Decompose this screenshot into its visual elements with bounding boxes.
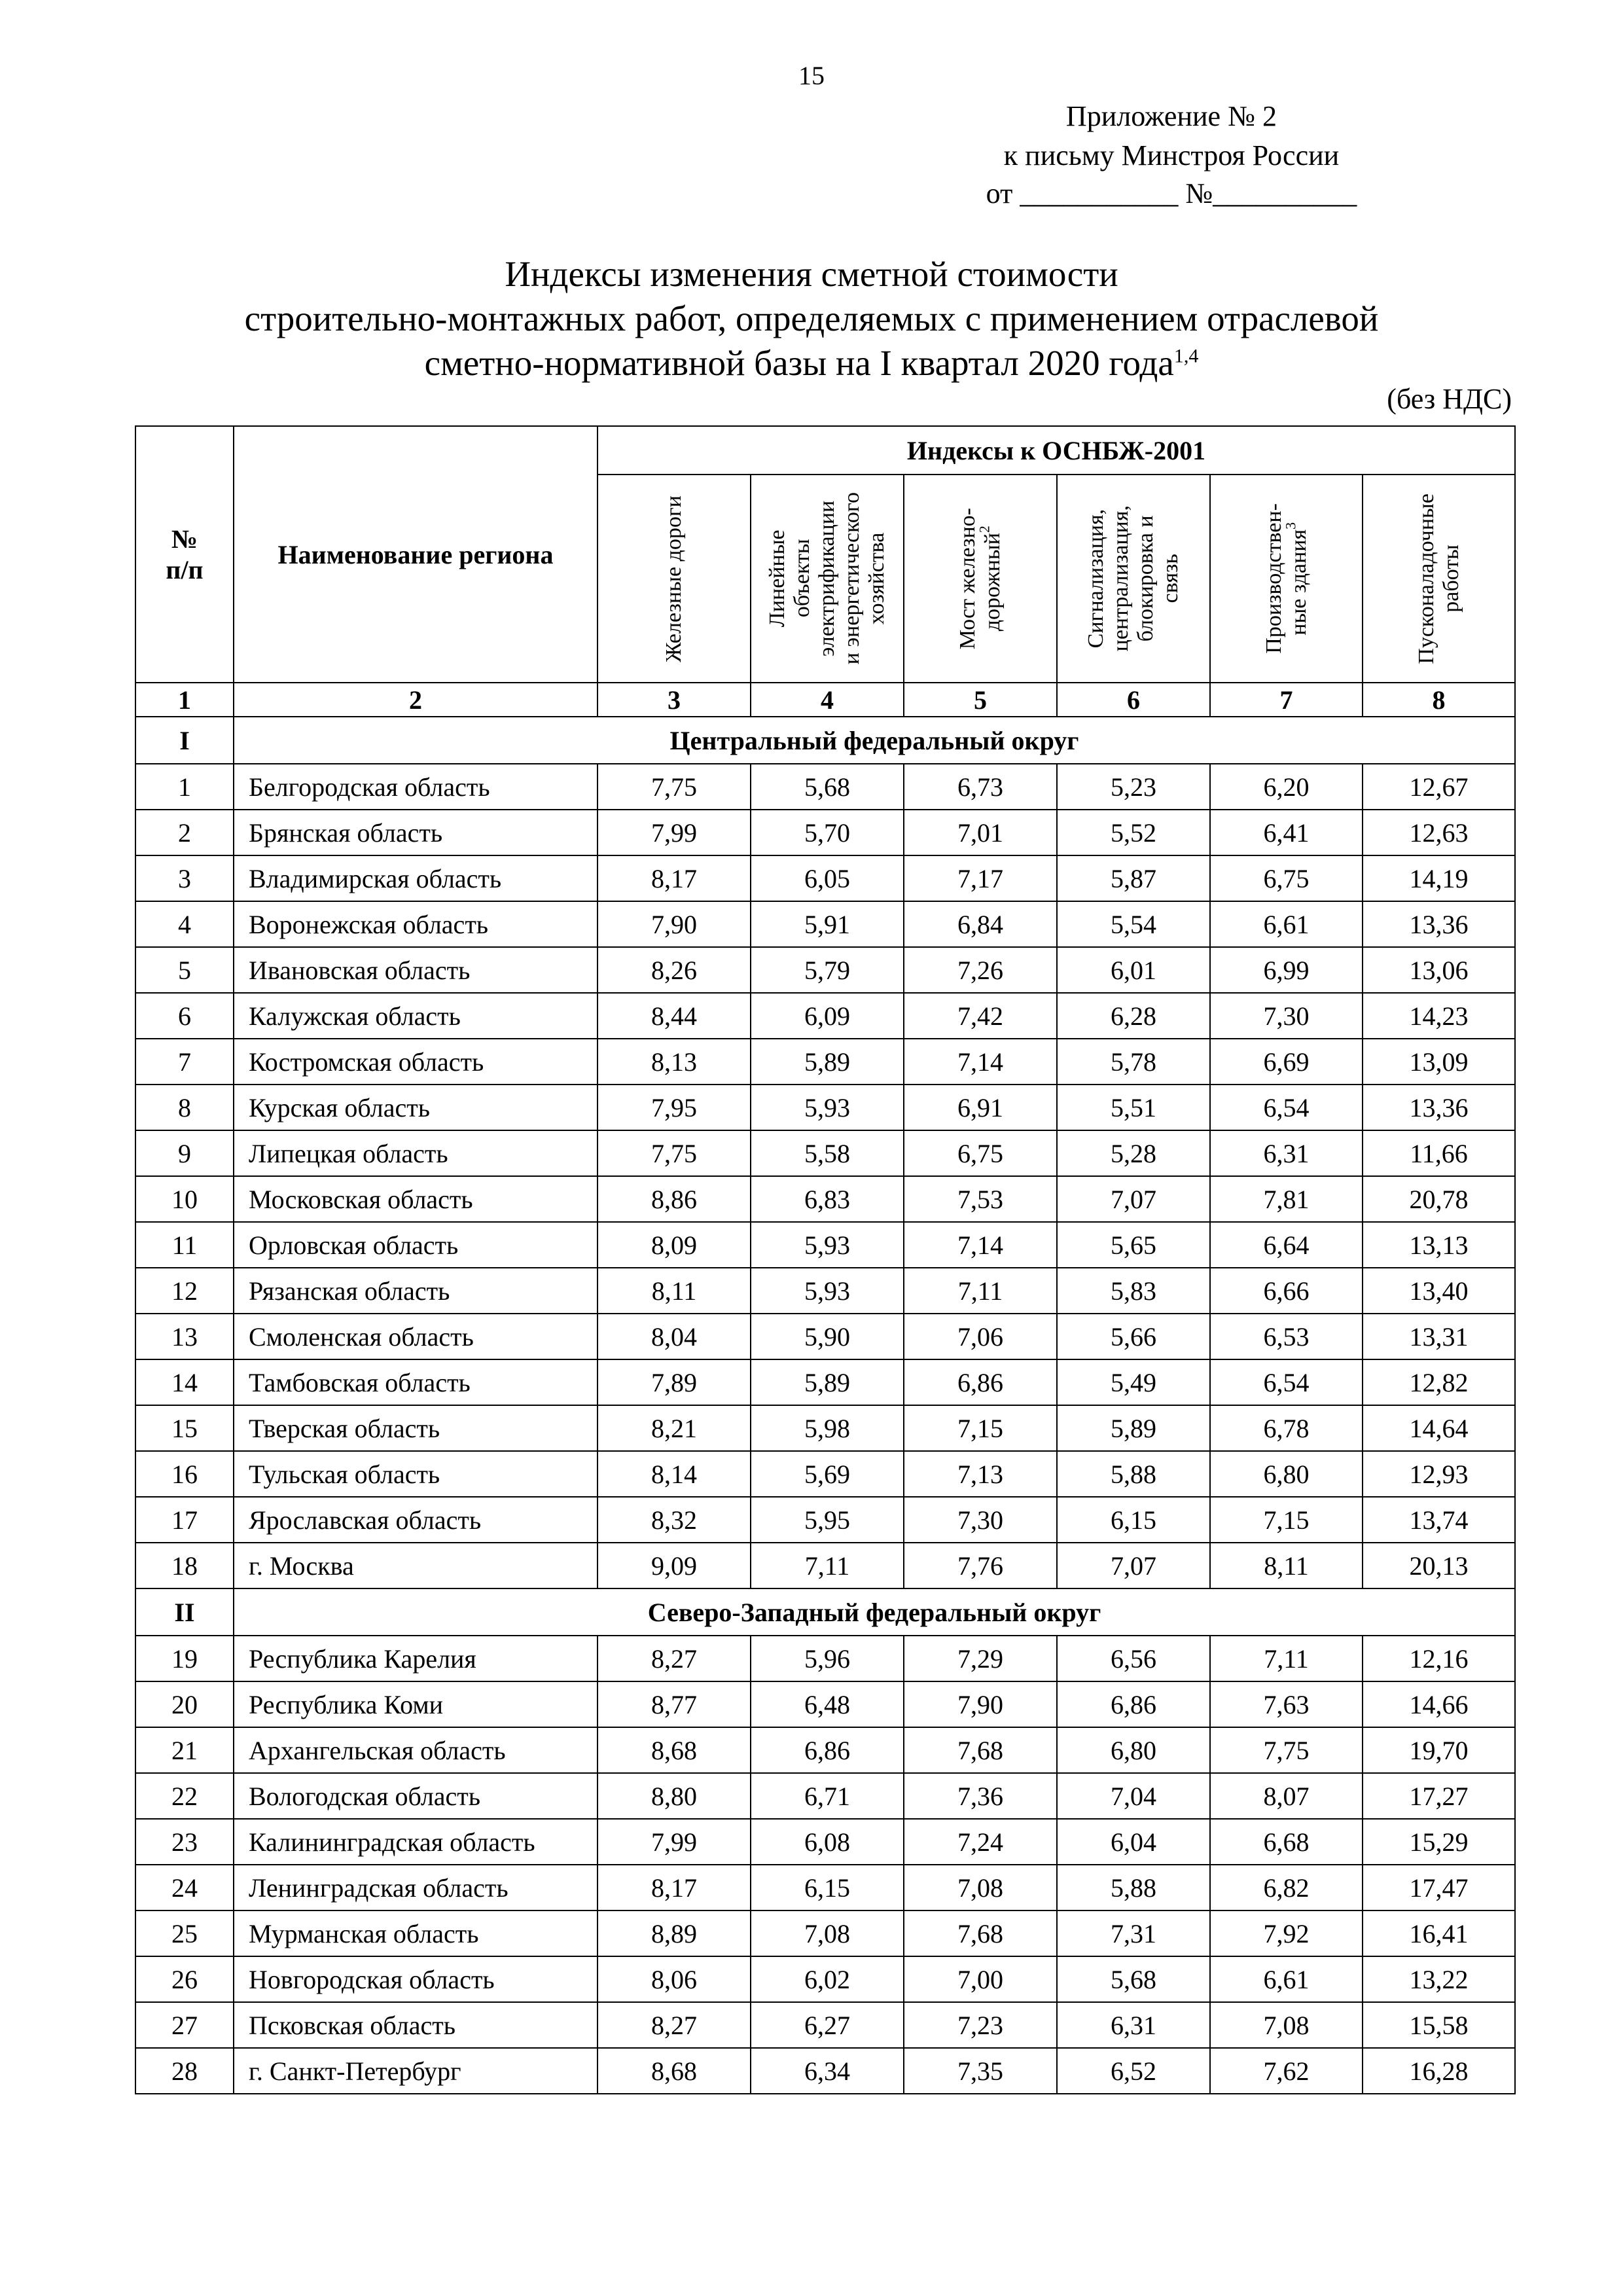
row-number: 4 bbox=[135, 901, 234, 947]
column-header-label: Сигнализация, централизация, блокировка и связь bbox=[1084, 505, 1183, 652]
index-value: 8,26 bbox=[597, 947, 751, 993]
index-value: 7,63 bbox=[1210, 1681, 1363, 1727]
index-value: 5,68 bbox=[751, 764, 904, 810]
index-value: 7,68 bbox=[904, 1910, 1057, 1956]
table-row bbox=[135, 1865, 1515, 1910]
row-number: 19 bbox=[135, 1636, 234, 1681]
index-value: 6,31 bbox=[1210, 1130, 1363, 1176]
index-value: 7,06 bbox=[904, 1314, 1057, 1359]
region-name: Псковская область bbox=[234, 2002, 597, 2048]
index-value: 13,31 bbox=[1363, 1314, 1515, 1359]
row-number: 7 bbox=[135, 1039, 234, 1085]
index-value: 6,73 bbox=[904, 764, 1057, 810]
district-name: Северо-Западный федеральный округ bbox=[234, 1588, 1515, 1636]
row-number: 23 bbox=[135, 1819, 234, 1865]
index-value: 6,31 bbox=[1057, 2002, 1210, 2048]
column-number: 4 bbox=[751, 683, 904, 717]
region-name: Калининградская область bbox=[234, 1819, 597, 1865]
column-header bbox=[904, 475, 1057, 683]
index-value: 7,75 bbox=[597, 1130, 751, 1176]
index-value: 8,17 bbox=[597, 855, 751, 901]
row-number: 9 bbox=[135, 1130, 234, 1176]
row-number: 21 bbox=[135, 1727, 234, 1773]
index-value: 5,91 bbox=[751, 901, 904, 947]
document-title-line-2: строительно-монтажных работ, определяемых с применением отраслевой bbox=[244, 298, 1379, 338]
region-name: Тульская область bbox=[234, 1451, 597, 1497]
index-value: 14,19 bbox=[1363, 855, 1515, 901]
index-value: 8,68 bbox=[597, 2048, 751, 2094]
index-value: 17,47 bbox=[1363, 1865, 1515, 1910]
index-value: 6,84 bbox=[904, 901, 1057, 947]
table-row bbox=[135, 1359, 1515, 1405]
row-number: 16 bbox=[135, 1451, 234, 1497]
index-value: 7,07 bbox=[1057, 1176, 1210, 1222]
index-value: 12,16 bbox=[1363, 1636, 1515, 1681]
index-value: 6,56 bbox=[1057, 1636, 1210, 1681]
index-value: 8,14 bbox=[597, 1451, 751, 1497]
vat-note: (без НДС) bbox=[1387, 383, 1512, 415]
indices-table bbox=[135, 425, 1516, 2094]
region-name: Липецкая область bbox=[234, 1130, 597, 1176]
row-number: 12 bbox=[135, 1268, 234, 1314]
header-no: № п/п bbox=[135, 426, 234, 683]
index-value: 5,23 bbox=[1057, 764, 1210, 810]
header-indices: Индексы к ОСНБЖ-2001 bbox=[597, 426, 1515, 475]
region-name: Ивановская область bbox=[234, 947, 597, 993]
table-row bbox=[135, 1130, 1515, 1176]
region-name: Орловская область bbox=[234, 1222, 597, 1268]
row-number: 26 bbox=[135, 1956, 234, 2002]
index-value: 7,29 bbox=[904, 1636, 1057, 1681]
row-number: 18 bbox=[135, 1543, 234, 1588]
row-number: 3 bbox=[135, 855, 234, 901]
index-value: 7,90 bbox=[597, 901, 751, 947]
table-row bbox=[135, 810, 1515, 855]
index-value: 5,28 bbox=[1057, 1130, 1210, 1176]
index-value: 16,28 bbox=[1363, 2048, 1515, 2094]
index-value: 7,14 bbox=[904, 1222, 1057, 1268]
index-value: 6,54 bbox=[1210, 1085, 1363, 1130]
index-value: 6,02 bbox=[751, 1956, 904, 2002]
index-value: 5,79 bbox=[751, 947, 904, 993]
column-number: 6 bbox=[1057, 683, 1210, 717]
index-value: 6,15 bbox=[751, 1865, 904, 1910]
table-row bbox=[135, 1314, 1515, 1359]
appendix-reference: от ___________ №__________ bbox=[986, 177, 1357, 209]
index-value: 6,86 bbox=[1057, 1681, 1210, 1727]
index-value: 8,89 bbox=[597, 1910, 751, 1956]
index-value: 5,95 bbox=[751, 1497, 904, 1543]
table-row bbox=[135, 1636, 1515, 1681]
document-title-line-1: Индексы изменения сметной стоимости bbox=[505, 254, 1118, 294]
index-value: 7,24 bbox=[904, 1819, 1057, 1865]
appendix-title: Приложение № 2 bbox=[1065, 100, 1277, 132]
index-value: 6,48 bbox=[751, 1681, 904, 1727]
index-value: 6,53 bbox=[1210, 1314, 1363, 1359]
index-value: 8,77 bbox=[597, 1681, 751, 1727]
table-row bbox=[135, 1910, 1515, 1956]
table-row bbox=[135, 1681, 1515, 1727]
table-row bbox=[135, 993, 1515, 1039]
column-header-label: Линейные объекты электрификации и энергетического хозяйства bbox=[765, 492, 889, 665]
index-value: 5,93 bbox=[751, 1268, 904, 1314]
row-number: 25 bbox=[135, 1910, 234, 1956]
index-value: 6,52 bbox=[1057, 2048, 1210, 2094]
region-name: Владимирская область bbox=[234, 855, 597, 901]
row-number: 10 bbox=[135, 1176, 234, 1222]
table-row bbox=[135, 1727, 1515, 1773]
index-value: 7,75 bbox=[597, 764, 751, 810]
index-value: 6,71 bbox=[751, 1773, 904, 1819]
index-value: 14,23 bbox=[1363, 993, 1515, 1039]
index-value: 8,44 bbox=[597, 993, 751, 1039]
column-number: 7 bbox=[1210, 683, 1363, 717]
index-value: 7,99 bbox=[597, 1819, 751, 1865]
table-body bbox=[135, 717, 1515, 2094]
index-value: 7,42 bbox=[904, 993, 1057, 1039]
index-value: 8,80 bbox=[597, 1773, 751, 1819]
index-value: 12,63 bbox=[1363, 810, 1515, 855]
region-name: Рязанская область bbox=[234, 1268, 597, 1314]
index-value: 11,66 bbox=[1363, 1130, 1515, 1176]
index-value: 6,61 bbox=[1210, 1956, 1363, 2002]
region-name: Архангельская область bbox=[234, 1727, 597, 1773]
column-header bbox=[597, 475, 751, 683]
column-number: 8 bbox=[1363, 683, 1515, 717]
index-value: 6,61 bbox=[1210, 901, 1363, 947]
index-value: 7,68 bbox=[904, 1727, 1057, 1773]
index-value: 6,99 bbox=[1210, 947, 1363, 993]
table-row bbox=[135, 1085, 1515, 1130]
index-value: 6,41 bbox=[1210, 810, 1363, 855]
table-row bbox=[135, 1451, 1515, 1497]
index-value: 5,88 bbox=[1057, 1865, 1210, 1910]
index-value: 7,15 bbox=[1210, 1497, 1363, 1543]
index-value: 20,78 bbox=[1363, 1176, 1515, 1222]
index-value: 6,08 bbox=[751, 1819, 904, 1865]
index-value: 8,04 bbox=[597, 1314, 751, 1359]
table-row bbox=[135, 855, 1515, 901]
index-value: 7,00 bbox=[904, 1956, 1057, 2002]
index-value: 5,83 bbox=[1057, 1268, 1210, 1314]
index-value: 6,27 bbox=[751, 2002, 904, 2048]
table-row bbox=[135, 1039, 1515, 1085]
column-header-label: Мост железно- дорожный bbox=[955, 507, 1005, 650]
table-row bbox=[135, 1819, 1515, 1865]
index-value: 17,27 bbox=[1363, 1773, 1515, 1819]
table-row bbox=[135, 1405, 1515, 1451]
row-number: 20 bbox=[135, 1681, 234, 1727]
table-row bbox=[135, 1956, 1515, 2002]
index-value: 6,80 bbox=[1057, 1727, 1210, 1773]
district-number: II bbox=[135, 1588, 234, 1636]
page-number: 15 bbox=[798, 61, 825, 90]
index-value: 7,23 bbox=[904, 2002, 1057, 2048]
index-value: 6,34 bbox=[751, 2048, 904, 2094]
table-row bbox=[135, 1176, 1515, 1222]
index-value: 5,90 bbox=[751, 1314, 904, 1359]
row-number: 28 bbox=[135, 2048, 234, 2094]
index-value: 6,05 bbox=[751, 855, 904, 901]
table-row bbox=[135, 1268, 1515, 1314]
column-numbers-row bbox=[135, 683, 1515, 717]
index-value: 8,21 bbox=[597, 1405, 751, 1451]
row-number: 22 bbox=[135, 1773, 234, 1819]
row-number: 2 bbox=[135, 810, 234, 855]
region-name: Брянская область bbox=[234, 810, 597, 855]
district-name: Центральный федеральный округ bbox=[234, 717, 1515, 764]
region-name: Калужская область bbox=[234, 993, 597, 1039]
index-value: 5,93 bbox=[751, 1222, 904, 1268]
index-value: 12,67 bbox=[1363, 764, 1515, 810]
index-value: 6,20 bbox=[1210, 764, 1363, 810]
index-value: 7,11 bbox=[1210, 1636, 1363, 1681]
index-value: 5,65 bbox=[1057, 1222, 1210, 1268]
index-value: 6,64 bbox=[1210, 1222, 1363, 1268]
table-row bbox=[135, 764, 1515, 810]
index-value: 8,11 bbox=[1210, 1543, 1363, 1588]
index-value: 7,95 bbox=[597, 1085, 751, 1130]
index-value: 9,09 bbox=[597, 1543, 751, 1588]
index-value: 5,68 bbox=[1057, 1956, 1210, 2002]
index-value: 7,11 bbox=[904, 1268, 1057, 1314]
index-value: 13,74 bbox=[1363, 1497, 1515, 1543]
table-row bbox=[135, 2002, 1515, 2048]
district-row bbox=[135, 717, 1515, 764]
index-value: 8,13 bbox=[597, 1039, 751, 1085]
region-name: Ярославская область bbox=[234, 1497, 597, 1543]
index-value: 5,93 bbox=[751, 1085, 904, 1130]
index-value: 5,69 bbox=[751, 1451, 904, 1497]
region-name: Тамбовская область bbox=[234, 1359, 597, 1405]
index-value: 7,81 bbox=[1210, 1176, 1363, 1222]
column-header bbox=[751, 475, 904, 683]
index-value: 5,49 bbox=[1057, 1359, 1210, 1405]
index-value: 7,76 bbox=[904, 1543, 1057, 1588]
index-value: 6,68 bbox=[1210, 1819, 1363, 1865]
row-number: 27 bbox=[135, 2002, 234, 2048]
region-name: Воронежская область bbox=[234, 901, 597, 947]
region-name: Московская область bbox=[234, 1176, 597, 1222]
index-value: 6,66 bbox=[1210, 1268, 1363, 1314]
region-name: г. Санкт-Петербург bbox=[234, 2048, 597, 2094]
index-value: 5,88 bbox=[1057, 1451, 1210, 1497]
index-value: 12,82 bbox=[1363, 1359, 1515, 1405]
index-value: 13,06 bbox=[1363, 947, 1515, 993]
region-name: г. Москва bbox=[234, 1543, 597, 1588]
index-value: 7,17 bbox=[904, 855, 1057, 901]
index-value: 6,86 bbox=[751, 1727, 904, 1773]
index-value: 7,26 bbox=[904, 947, 1057, 993]
index-value: 7,04 bbox=[1057, 1773, 1210, 1819]
index-value: 7,11 bbox=[751, 1543, 904, 1588]
region-name: Белгородская область bbox=[234, 764, 597, 810]
index-value: 13,13 bbox=[1363, 1222, 1515, 1268]
index-value: 7,30 bbox=[904, 1497, 1057, 1543]
index-value: 6,54 bbox=[1210, 1359, 1363, 1405]
index-value: 7,62 bbox=[1210, 2048, 1363, 2094]
index-value: 5,87 bbox=[1057, 855, 1210, 901]
index-value: 7,08 bbox=[904, 1865, 1057, 1910]
index-value: 7,75 bbox=[1210, 1727, 1363, 1773]
index-value: 5,70 bbox=[751, 810, 904, 855]
index-value: 5,96 bbox=[751, 1636, 904, 1681]
index-value: 7,13 bbox=[904, 1451, 1057, 1497]
index-value: 8,27 bbox=[597, 1636, 751, 1681]
index-value: 6,28 bbox=[1057, 993, 1210, 1039]
column-header-label: Железные дороги bbox=[662, 495, 686, 662]
index-value: 8,86 bbox=[597, 1176, 751, 1222]
index-value: 12,93 bbox=[1363, 1451, 1515, 1497]
index-value: 13,36 bbox=[1363, 1085, 1515, 1130]
index-value: 5,78 bbox=[1057, 1039, 1210, 1085]
index-value: 13,36 bbox=[1363, 901, 1515, 947]
region-name: Смоленская область bbox=[234, 1314, 597, 1359]
table-row bbox=[135, 901, 1515, 947]
index-value: 14,64 bbox=[1363, 1405, 1515, 1451]
column-number: 3 bbox=[597, 683, 751, 717]
row-number: 11 bbox=[135, 1222, 234, 1268]
table-row bbox=[135, 947, 1515, 993]
index-value: 16,41 bbox=[1363, 1910, 1515, 1956]
index-value: 7,01 bbox=[904, 810, 1057, 855]
column-header-label: Производствен- ные здания bbox=[1261, 503, 1311, 654]
index-value: 6,78 bbox=[1210, 1405, 1363, 1451]
column-header bbox=[1057, 475, 1210, 683]
index-value: 6,69 bbox=[1210, 1039, 1363, 1085]
index-value: 5,89 bbox=[751, 1039, 904, 1085]
index-value: 7,31 bbox=[1057, 1910, 1210, 1956]
index-value: 6,91 bbox=[904, 1085, 1057, 1130]
region-name: Мурманская область bbox=[234, 1910, 597, 1956]
table-row bbox=[135, 1543, 1515, 1588]
title-line-3-text: сметно-нормативной базы на I квартал 2020 года bbox=[424, 343, 1174, 383]
region-name: Вологодская область bbox=[234, 1773, 597, 1819]
column-header bbox=[1363, 475, 1515, 683]
index-value: 7,92 bbox=[1210, 1910, 1363, 1956]
index-value: 5,54 bbox=[1057, 901, 1210, 947]
row-number: 1 bbox=[135, 764, 234, 810]
index-value: 7,07 bbox=[1057, 1543, 1210, 1588]
index-value: 5,98 bbox=[751, 1405, 904, 1451]
index-value: 6,75 bbox=[904, 1130, 1057, 1176]
index-value: 6,01 bbox=[1057, 947, 1210, 993]
appendix-subtitle: к письму Минстроя России bbox=[1003, 139, 1340, 171]
index-value: 6,80 bbox=[1210, 1451, 1363, 1497]
header-region: Наименование региона bbox=[234, 426, 597, 683]
region-name: Республика Карелия bbox=[234, 1636, 597, 1681]
index-value: 6,75 bbox=[1210, 855, 1363, 901]
row-number: 13 bbox=[135, 1314, 234, 1359]
index-value: 5,52 bbox=[1057, 810, 1210, 855]
index-value: 5,89 bbox=[1057, 1405, 1210, 1451]
table-row bbox=[135, 2048, 1515, 2094]
index-value: 5,58 bbox=[751, 1130, 904, 1176]
index-value: 7,08 bbox=[751, 1910, 904, 1956]
index-value: 7,14 bbox=[904, 1039, 1057, 1085]
index-value: 8,11 bbox=[597, 1268, 751, 1314]
index-value: 5,51 bbox=[1057, 1085, 1210, 1130]
index-value: 7,90 bbox=[904, 1681, 1057, 1727]
index-value: 19,70 bbox=[1363, 1727, 1515, 1773]
district-row bbox=[135, 1588, 1515, 1636]
index-value: 13,40 bbox=[1363, 1268, 1515, 1314]
index-value: 7,89 bbox=[597, 1359, 751, 1405]
index-value: 15,58 bbox=[1363, 2002, 1515, 2048]
index-value: 7,08 bbox=[1210, 2002, 1363, 2048]
index-value: 6,15 bbox=[1057, 1497, 1210, 1543]
index-value: 14,66 bbox=[1363, 1681, 1515, 1727]
row-number: 8 bbox=[135, 1085, 234, 1130]
row-number: 17 bbox=[135, 1497, 234, 1543]
row-number: 24 bbox=[135, 1865, 234, 1910]
index-value: 8,06 bbox=[597, 1956, 751, 2002]
row-number: 6 bbox=[135, 993, 234, 1039]
index-value: 6,86 bbox=[904, 1359, 1057, 1405]
index-value: 7,53 bbox=[904, 1176, 1057, 1222]
index-value: 8,68 bbox=[597, 1727, 751, 1773]
index-value: 7,99 bbox=[597, 810, 751, 855]
index-value: 8,17 bbox=[597, 1865, 751, 1910]
index-value: 5,89 bbox=[751, 1359, 904, 1405]
index-value: 20,13 bbox=[1363, 1543, 1515, 1588]
index-value: 6,82 bbox=[1210, 1865, 1363, 1910]
index-value: 8,09 bbox=[597, 1222, 751, 1268]
district-number: I bbox=[135, 717, 234, 764]
document-title-line-3 bbox=[92, 340, 1531, 386]
column-number: 5 bbox=[904, 683, 1057, 717]
index-value: 7,36 bbox=[904, 1773, 1057, 1819]
index-value: 13,09 bbox=[1363, 1039, 1515, 1085]
index-value: 5,66 bbox=[1057, 1314, 1210, 1359]
index-value: 6,09 bbox=[751, 993, 904, 1039]
index-value: 6,83 bbox=[751, 1176, 904, 1222]
index-value: 13,22 bbox=[1363, 1956, 1515, 2002]
row-number: 15 bbox=[135, 1405, 234, 1451]
column-header-footnote: 3 bbox=[1282, 522, 1299, 529]
index-value: 6,04 bbox=[1057, 1819, 1210, 1865]
region-name: Ленинградская область bbox=[234, 1865, 597, 1910]
region-name: Костромская область bbox=[234, 1039, 597, 1085]
region-name: Новгородская область bbox=[234, 1956, 597, 2002]
column-number: 2 bbox=[234, 683, 597, 717]
title-footnote-marker: 1,4 bbox=[1173, 345, 1199, 367]
index-value: 15,29 bbox=[1363, 1819, 1515, 1865]
region-name: Тверская область bbox=[234, 1405, 597, 1451]
index-value: 8,07 bbox=[1210, 1773, 1363, 1819]
column-header bbox=[1210, 475, 1363, 683]
row-number: 14 bbox=[135, 1359, 234, 1405]
column-header-label: Пусконаладочные работы bbox=[1414, 493, 1463, 664]
table-row bbox=[135, 1497, 1515, 1543]
column-header-footnote: 2 bbox=[976, 526, 993, 533]
region-name: Курская область bbox=[234, 1085, 597, 1130]
index-value: 7,30 bbox=[1210, 993, 1363, 1039]
table-row bbox=[135, 1773, 1515, 1819]
region-name: Республика Коми bbox=[234, 1681, 597, 1727]
index-value: 8,27 bbox=[597, 2002, 751, 2048]
index-value: 8,32 bbox=[597, 1497, 751, 1543]
row-number: 5 bbox=[135, 947, 234, 993]
column-number: 1 bbox=[135, 683, 234, 717]
index-value: 7,35 bbox=[904, 2048, 1057, 2094]
table-row bbox=[135, 1222, 1515, 1268]
index-value: 7,15 bbox=[904, 1405, 1057, 1451]
